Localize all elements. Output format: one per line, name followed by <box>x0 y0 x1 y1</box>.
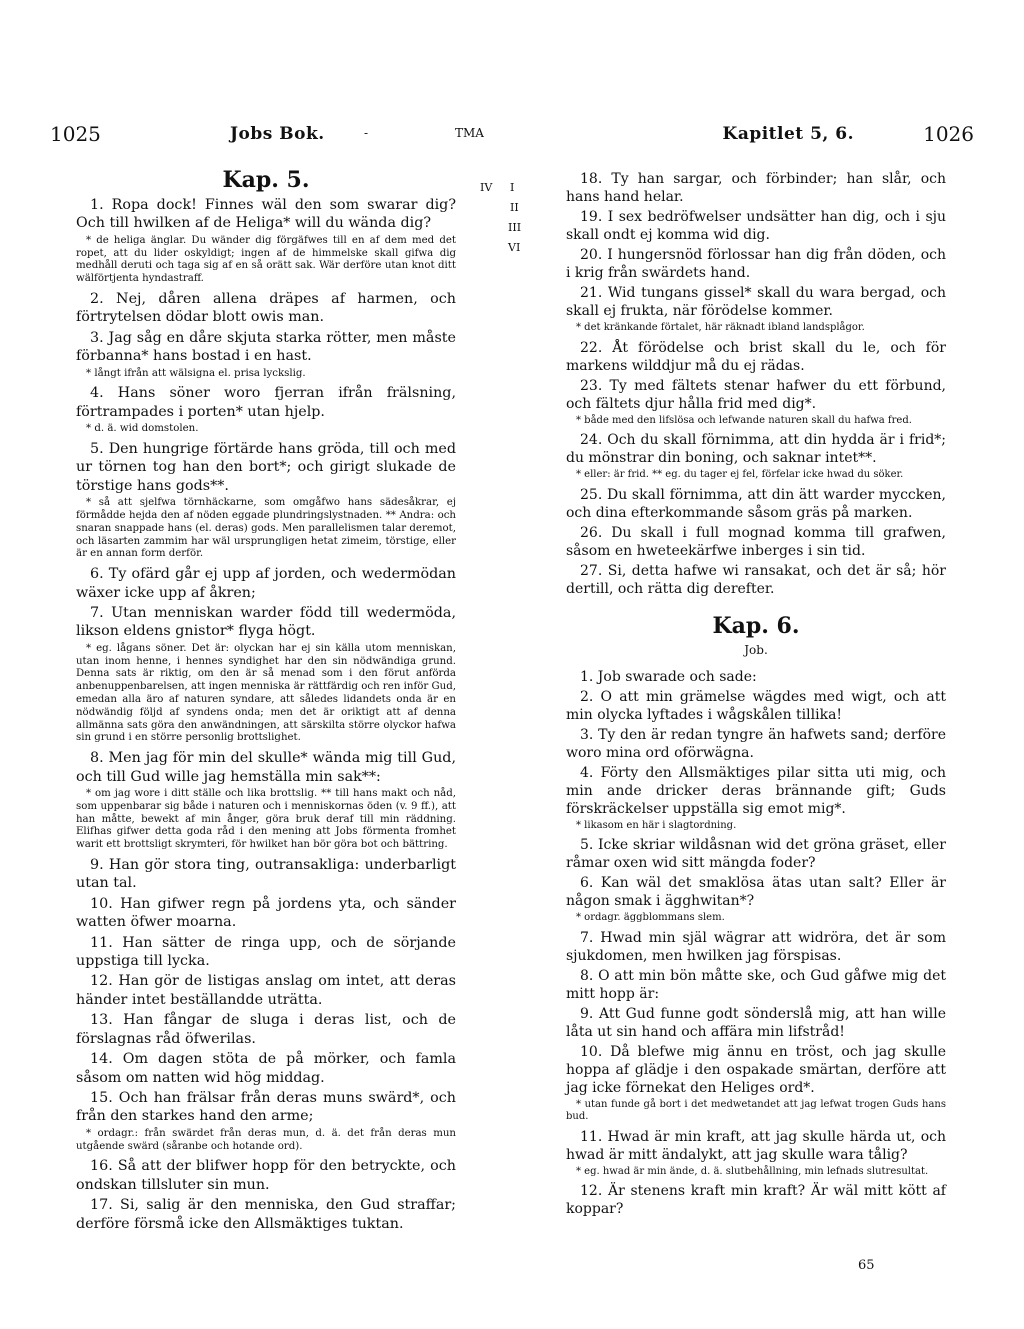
left-column <box>76 167 456 1235</box>
footnote: * d. ä. wid domstolen. <box>86 423 199 435</box>
margin-mark: III <box>508 221 522 234</box>
left-column-text <box>76 196 456 1233</box>
verse: 8. Men jag för min del skulle* wända mig till Gud, och till Gud wille jag hemställa min sak**: <box>76 750 456 785</box>
header-mark: - <box>364 126 369 140</box>
verse: 7. Utan menniskan warder född till wedermöda, likson eldens gnistor* flyga högt. <box>76 605 456 640</box>
footnote: * eg. hwad är min ände, d. ä. slutbehållning, min lefnads slutresultat. <box>576 1165 929 1177</box>
chapter-title: Kap. 6. <box>712 612 800 639</box>
margin-mark: VI <box>508 241 521 254</box>
verse: 7. Hwad min själ wägrar att widröra, det är som sjukdomen, men hwilken jag förspisas. <box>566 929 946 964</box>
chapter-subtitle: Job. <box>744 642 768 657</box>
footnote: * så att sjelfwa törnhäckarne, som omgåfwo hans sädesåkrar, ej förmådde hejda den af nöden eggade plundringslystnaden. ** Andra: och snaran snappade hans (el. deras) gods. Men parallelismen talar deremot, och läsarten zammim har wäl ursprungligen hetat zimeim, törstige, eller är en annan form derför. <box>76 497 456 560</box>
verse: 13. Han fångar de sluga i deras list, och de förslagnas råd öfwerilas. <box>76 1012 456 1047</box>
verse: 15. Och han frälsar från deras muns swärd*, och från den starkes hand den arme; <box>76 1089 456 1125</box>
header-mark-2: TMA <box>455 126 484 140</box>
footnote: * likasom en här i slagtordning. <box>576 819 737 831</box>
footnote: * eg. lågans söner. Det är: olyckan har ej sin källa utom menniskan, utan inom henne, i hennes syndighet har den sin nödwändiga grund. Denna sats är riktig, om den är så menad som i den förut anförda anbenuppenbarelsen, att ingen menniska är rättfärdig och ren inför Gud, emedan alla äro af naturen syndare, att således lidandets onda är en nödwändig följd af syndens onda; men det är oriktigt att af denna allmänna sats göra den anwändningen, att särskilta större olyckor hafwa sin grund i en större personlig brottslighet. <box>76 642 456 744</box>
verse: 12. Är stenens kraft min kraft? Är wäl mitt kött af koppar? <box>566 1183 946 1217</box>
right-running-head: Kapitlet 5, 6. <box>722 124 854 144</box>
footnote: * de heliga änglar. Du wänder dig förgäfwes till en af dem med det ropet, att du lider oskyldigt; ingen af de himmelske skall gifwa dig medhåll deruti och taga sig af en så orätt sak. Wär derföre utan knot ditt wälförtjenta hyndastraff. <box>76 234 456 285</box>
footnote: * det kränkande förtalet, här räknadt ibland landsplågor. <box>576 322 865 333</box>
margin-mark: IV <box>480 181 493 194</box>
verse: 22. Åt förödelse och brist skall du le, och för markens wilddjur må du ej rädas. <box>566 339 946 374</box>
verse: 27. Si, detta hafwe wi ransakat, och det är så; hör dertill, och rätta dig derefter. <box>566 562 946 597</box>
verse: 2. Nej, dåren allena dräpes af harmen, och förtrytelsen dödar blott owis man. <box>76 291 456 326</box>
right-page-number: 1026 <box>923 122 974 146</box>
footnote: * eller: är frid. ** eg. du tager ej fel, förfelar icke hwad du söker. <box>576 469 904 480</box>
verse: 21. Wid tungans gissel* skall du wara bergad, och skall ej frukta, när förödelse kommer. <box>566 285 946 319</box>
right-column-text-top <box>566 170 946 598</box>
margin-mark: I <box>510 181 515 194</box>
verse: 5. Icke skriar wildåsnan wid det gröna gräset, eller råmar oxen wid sitt mängda foder? <box>566 837 946 871</box>
verse: 4. Hans söner woro fjerran ifrån frälsning, förtrampades i porten* utan hjelp. <box>76 385 456 420</box>
verse: 9. Att Gud funne godt sönderslå mig, att han wille låta ut sin hand och affära min lifstråd! <box>566 1005 946 1040</box>
page-header <box>50 122 974 152</box>
verse: 11. Hwad är min kraft, att jag skulle härda ut, och hwad är mitt ändalykt, att jag skulle wara tålig? <box>566 1128 946 1163</box>
verse: 24. Och du skall förnimma, att din hydda är i frid*; du mönstrar din boning, och saknar intet**. <box>566 432 946 466</box>
verse: 6. Ty ofärd går ej upp af jorden, och wedermödan wäxer icke upp af åkren; <box>76 566 456 601</box>
footnote: * ordagr.: från swärdet från deras mun, d. ä. det från deras mun utgående swärd (såranbe och hotande ord). <box>76 1127 456 1152</box>
margin-references <box>480 175 540 275</box>
footnote: * långt ifrån att wälsigna el. prisa lyckslig. <box>86 367 306 379</box>
verse: 19. I sex bedröfwelser undsätter han dig, och i sju skall ondt ej komma wid dig. <box>566 209 946 243</box>
verse: 17. Si, salig är den menniska, den Gud straffar; derföre försmå icke den Allsmäktiges tuktan. <box>76 1197 456 1232</box>
verse: 2. O att min grämelse wägdes med wigt, och att min olycka lyftades i wågskålen tillika! <box>566 688 946 723</box>
footnote: * utan funde gå bort i det medwetandet att jag lefwat trogen Guds hans bud. <box>566 1098 946 1122</box>
right-column-text-bottom <box>566 668 946 1219</box>
verse: 1. Ropa dock! Finnes wäl den som swarar dig? Och till hwilken af de Heliga* will du wända dig? <box>76 197 456 232</box>
left-running-head: Jobs Bok. <box>230 124 325 144</box>
verse: 16. Så att der blifwer hopp för den betryckte, och ondskan tillsluter sin mun. <box>76 1158 456 1193</box>
verse: 1. Job swarade och sade: <box>580 668 757 685</box>
verse: 4. Förty den Allsmäktiges pilar sitta uti mig, och min ande dricker deras brännande gift; Guds förskräckelser uppställa sig emot mig*. <box>566 764 946 817</box>
verse: 14. Om dagen stöta de på mörker, och famla såsom om natten wid hög middag. <box>76 1051 456 1086</box>
verse: 3. Ty den är redan tyngre än hafwets sand; derföre woro mina ord oförwägna. <box>566 726 946 761</box>
verse: 12. Han gör de listigas anslag om intet, att deras händer intet beställandde uträtta. <box>76 973 456 1008</box>
left-page-number: 1025 <box>50 122 101 146</box>
verse: 8. O att min bön måtte ske, och Gud gåfwe mig det mitt hopp är: <box>566 967 946 1002</box>
right-column <box>566 170 946 1220</box>
printer-signature: 65 <box>858 1258 875 1273</box>
verse: 18. Ty han sargar, och förbinder; han slår, och hans hand helar. <box>566 171 946 205</box>
verse: 26. Du skall i full mognad komma till grafwen, såsom en hweteekärfwe inberges i sin tid. <box>566 524 946 559</box>
verse: 20. I hungersnöd förlossar han dig från döden, och i krig från swärdets hand. <box>566 247 946 281</box>
verse: 11. Han sätter de ringa upp, och de sörjande uppstiga till lycka. <box>76 934 456 970</box>
verse: 10. Han gifwer regn på jordens yta, och sänder watten öfwer moarna. <box>76 895 456 931</box>
verse: 6. Kan wäl det smaklösa ätas utan salt? Eller är någon smak i ägghwitan*? <box>566 875 946 909</box>
footnote: * om jag wore i ditt ställe och lika brottslig. ** till hans makt och nåd, som uppenbarar sig både i naturen och i menniskornas öden (v. 9 ff.), att han måtte, bewekt af min ånger, göra bruk deraf till min räddning. Elifhas gifwer detta goda råd i den mening att Jobs förmenta fromhet warit ett brottsligt skrymteri, för hwilket han bör göra bot och bättring. <box>76 788 456 851</box>
chapter-title: Kap. 5. <box>222 167 310 193</box>
verse: 23. Ty med fältets stenar hafwer du ett förbund, och fältets djur hålla frid med dig*. <box>566 377 946 412</box>
verse: 10. Då blefwe mig ännu en tröst, och jag skulle hoppa af glädje i den ospakade smärtan, derföre att jag icke förnekat den Heliges ord*. <box>566 1043 946 1096</box>
verse: 5. Den hungrige förtärde hans gröda, till och med ur törnen tog han den bort*; och girigt slukade de törstige hans gods**. <box>76 441 456 494</box>
verse: 3. Jag såg en dåre skjuta starka rötter, men måste förbanna* hans bostad i en hast. <box>76 329 456 365</box>
verse: 25. Du skall förnimma, att din ätt warder myccken, och dina efterkommande såsom gräs på marken. <box>566 486 946 521</box>
footnote: * ordagr. äggblommans slem. <box>576 912 725 923</box>
footnote: * både med den lifslösa och lefwande naturen skall du hafwa fred. <box>576 414 912 426</box>
margin-mark: II <box>510 201 519 214</box>
verse: 9. Han gör stora ting, outransakliga: underbarligt utan tal. <box>76 857 456 892</box>
